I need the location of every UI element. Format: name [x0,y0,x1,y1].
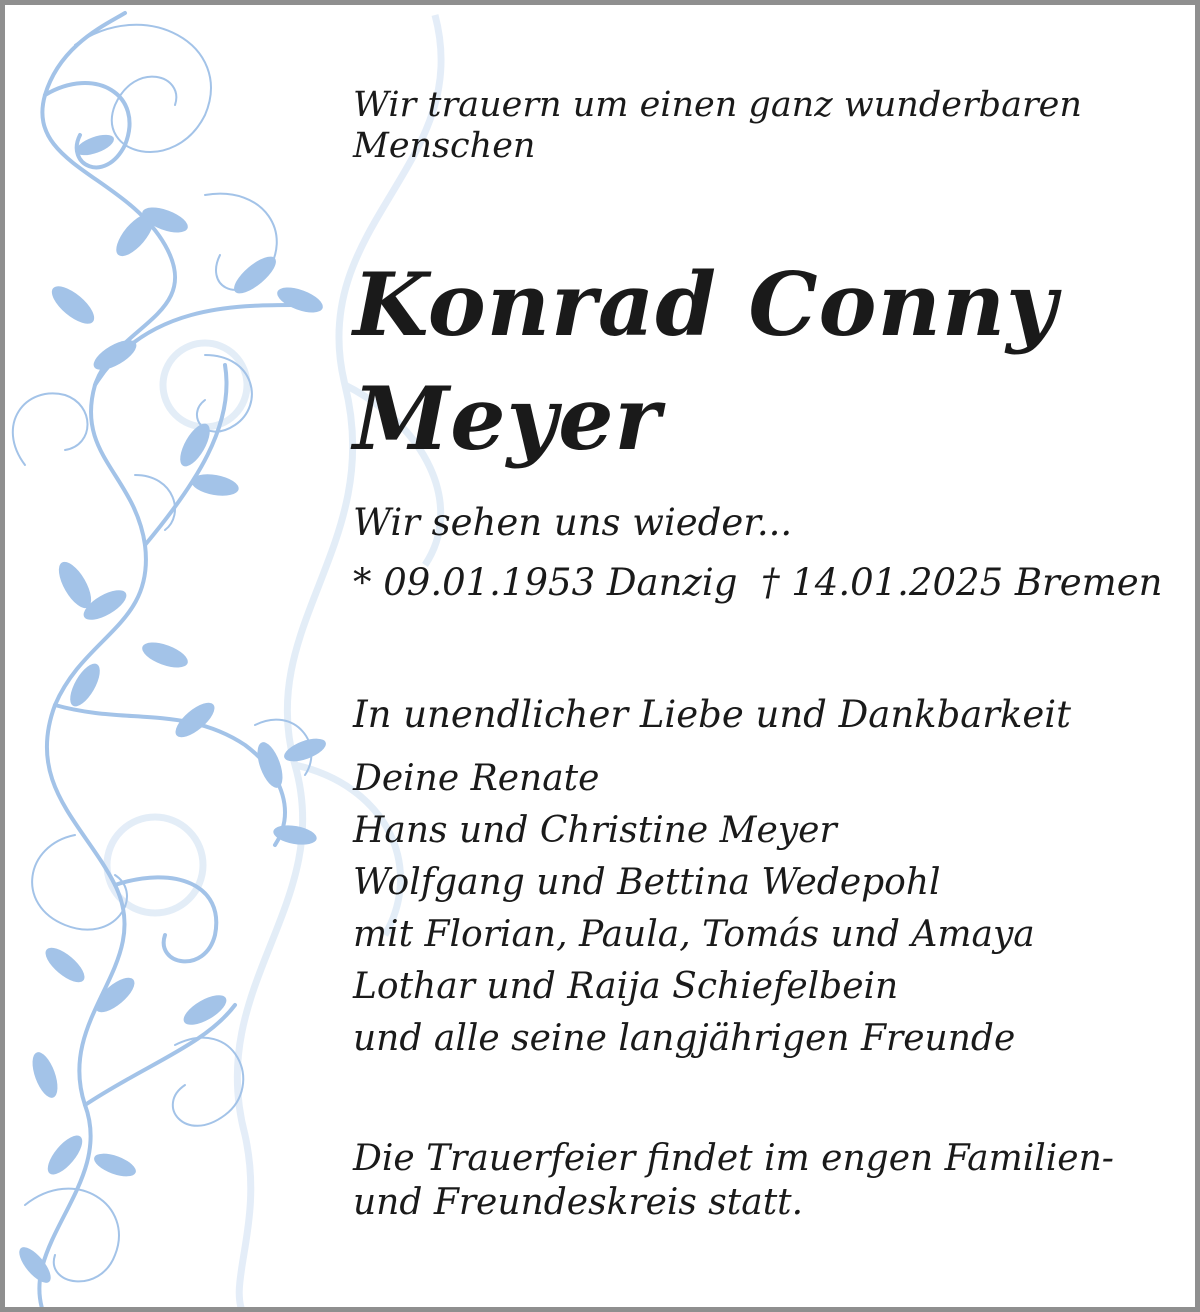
mourner-line: Wolfgang und Bettina Wedepohl [353,862,941,903]
mourner-line: Deine Renate [353,758,600,799]
mourner-line: Lothar und Raija Schiefelbein [353,966,899,1007]
ceremony-line-2: und Freundeskreis statt. [353,1182,804,1223]
deceased-name-line-2: Meyer [353,367,662,470]
ceremony-line-1: Die Trauerfeier findet im engen Familien- [353,1138,1114,1179]
deceased-name-line-1: Konrad Conny [353,253,1058,356]
death-date: † 14.01.2025 Bremen [761,561,1163,604]
mourner-line: und alle seine langjährigen Freunde [353,1018,1016,1059]
mourner-line: Hans und Christine Meyer [353,810,837,851]
motto: Wir sehen uns wieder... [353,501,793,544]
mourner-line: mit Florian, Paula, Tomás und Amaya [353,914,1035,955]
dedication: In unendlicher Liebe und Dankbarkeit [353,693,1072,736]
birth-date: * 09.01.1953 Danzig [353,561,738,604]
intro-line-2: Menschen [353,126,536,166]
floral-vine-ornament-icon [5,5,565,1312]
intro-line-1: Wir trauern um einen ganz wunderbaren [353,85,1082,125]
